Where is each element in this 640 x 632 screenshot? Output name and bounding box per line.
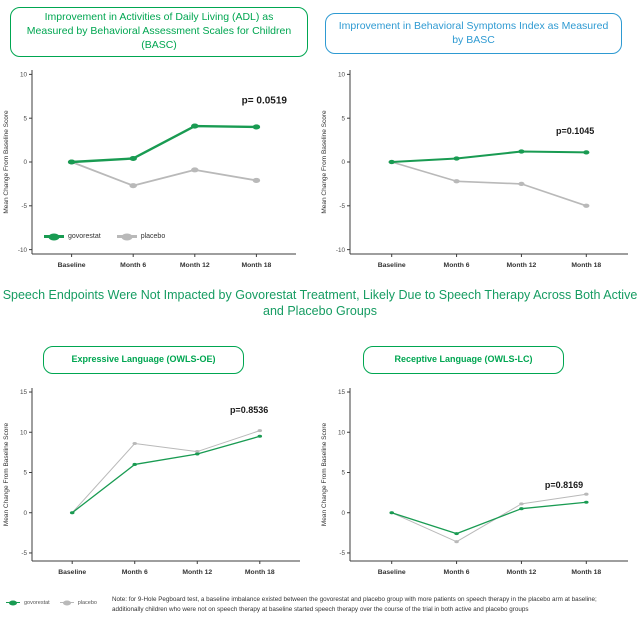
legend-label-govorestat: govorestat: [24, 599, 50, 606]
placebo-marker-icon: [60, 599, 74, 606]
svg-text:Month 6: Month 6: [443, 262, 470, 269]
legend-label-placebo: placebo: [77, 599, 97, 606]
svg-text:-5: -5: [339, 550, 345, 558]
svg-text:10: 10: [19, 429, 27, 437]
svg-text:Baseline: Baseline: [58, 569, 87, 576]
chart-behavioral-symptoms: [318, 60, 640, 278]
legend-label-govorestat: govorestat: [68, 233, 101, 240]
svg-text:Baseline: Baseline: [57, 262, 86, 269]
svg-text:Month 18: Month 18: [244, 569, 275, 576]
svg-text:Mean Change From Baseline Scor: Mean Change From Baseline Score: [321, 422, 328, 527]
shared-legend: [6, 599, 97, 606]
p-value-expressive: p=0.8536: [229, 405, 269, 416]
chart-canvas: [0, 378, 312, 585]
svg-text:Month 18: Month 18: [241, 262, 272, 269]
p-value-receptive: p=0.8169: [544, 479, 584, 490]
svg-text:Mean Change From Baseline Scor: Mean Change From Baseline Score: [3, 422, 10, 527]
svg-text:0: 0: [341, 509, 345, 517]
legend-label-placebo: placebo: [140, 233, 166, 240]
footnote: [112, 595, 636, 615]
svg-text:Mean Change From Baseline Scor: Mean Change From Baseline Score: [3, 110, 10, 214]
chart-expressive-language: [0, 378, 312, 585]
legend-item-govorestat: [6, 599, 50, 606]
svg-text:Month 6: Month 6: [121, 569, 148, 576]
svg-text:-5: -5: [21, 550, 27, 558]
svg-text:10: 10: [337, 71, 345, 79]
svg-text:10: 10: [337, 429, 345, 437]
svg-text:15: 15: [337, 389, 345, 397]
govorestat-marker-icon: [6, 599, 20, 606]
svg-text:5: 5: [23, 469, 27, 477]
svg-text:5: 5: [341, 115, 345, 123]
chart-canvas: [0, 60, 308, 278]
section-heading: Speech Endpoints Were Not Impacted by Govorestat Treatment, Likely Due to Speech Therapy Across Both Active and Placebo Groups: [2, 288, 638, 318]
chart-adl-basc: [0, 60, 308, 278]
footnote-line1: Note: for 9-Hole Pegboard test, a baseline imbalance existed between the govorestat and placebo group with more patients on speech therapy in the placebo arm at baseline;: [112, 596, 597, 603]
svg-text:Month 6: Month 6: [120, 262, 147, 269]
svg-text:-10: -10: [17, 246, 27, 254]
legend-item-placebo: [60, 599, 97, 606]
svg-text:Month 18: Month 18: [571, 569, 602, 576]
p-value-behavioral: p=0.1045: [556, 125, 595, 136]
p-value-adl: p= 0.0519: [241, 95, 287, 107]
svg-text:-5: -5: [21, 203, 27, 211]
svg-text:0: 0: [23, 159, 27, 167]
svg-text:5: 5: [23, 115, 27, 123]
svg-text:Month 12: Month 12: [179, 262, 210, 269]
svg-text:Mean Change From Baseline Scor: Mean Change From Baseline Score: [321, 110, 328, 214]
svg-text:-5: -5: [339, 203, 345, 211]
svg-text:-10: -10: [335, 246, 345, 254]
svg-text:5: 5: [341, 469, 345, 477]
svg-text:Month 12: Month 12: [182, 569, 213, 576]
svg-text:10: 10: [19, 71, 27, 79]
chart-title-receptive-language: Receptive Language (OWLS-LC): [363, 346, 564, 374]
svg-text:Month 6: Month 6: [443, 569, 470, 576]
svg-text:Month 18: Month 18: [571, 262, 602, 269]
svg-text:15: 15: [19, 389, 27, 397]
chart-canvas: [318, 378, 640, 585]
svg-text:Baseline: Baseline: [377, 262, 406, 269]
chart-receptive-language: [318, 378, 640, 585]
chart-canvas: [318, 60, 640, 278]
svg-text:Baseline: Baseline: [377, 569, 406, 576]
footnote-line2: additionally children who were not on speech therapy at baseline started speech therapy over the course of the trial in both active and placebo groups: [112, 606, 529, 614]
svg-text:0: 0: [23, 509, 27, 517]
svg-text:Month 12: Month 12: [506, 569, 537, 576]
chart-title-adl-basc: Improvement in Activities of Daily Living (ADL) as Measured by Behavioral Assessment Scales for Children (BASC): [10, 7, 308, 57]
chart-title-behavioral-symptoms: Improvement in Behavioral Symptoms Index as Measured by BASC: [325, 13, 622, 54]
chart-title-expressive-language: Expressive Language (OWLS-OE): [43, 346, 244, 374]
svg-text:0: 0: [341, 159, 345, 167]
svg-text:Month 12: Month 12: [506, 262, 537, 269]
